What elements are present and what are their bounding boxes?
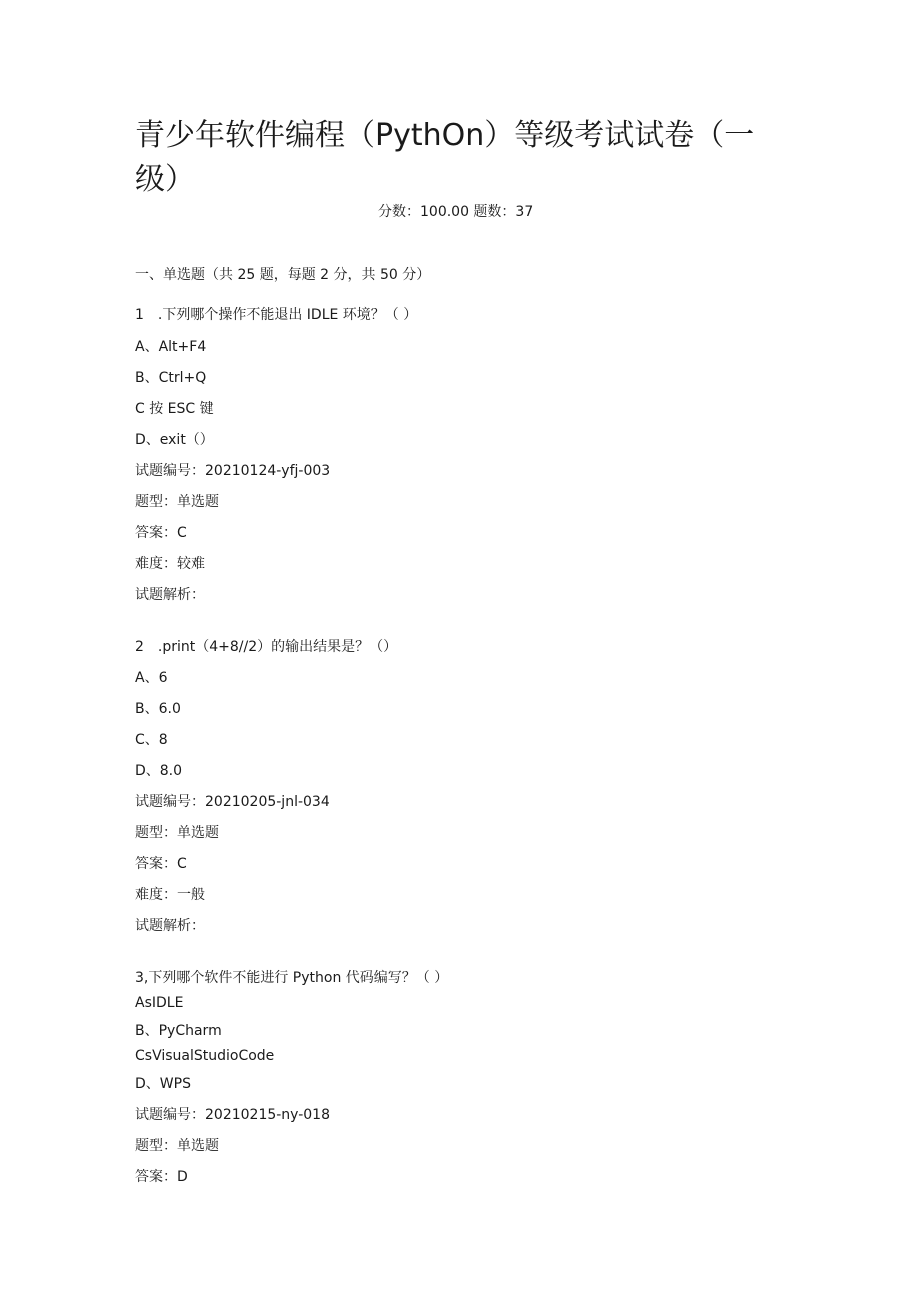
question-2-difficulty: 难度：一般 <box>135 887 205 903</box>
question-2-option-a: A、6 <box>135 670 168 686</box>
question-1-id: 试题编号：20210124-yfj-003 <box>135 463 331 479</box>
question-3-option-a: AsIDLE <box>135 995 184 1011</box>
question-1-type: 题型：单选题 <box>135 494 219 510</box>
question-2-stem: 2 .print（4+8//2）的输出结果是？（） <box>135 639 398 655</box>
question-1-analysis: 试题解析： <box>135 587 205 603</box>
question-3-type: 题型：单选题 <box>135 1138 219 1154</box>
question-2-id: 试题编号：20210205-jnl-034 <box>135 794 330 810</box>
question-2-analysis: 试题解析： <box>135 918 205 934</box>
question-2-option-b: B、6.0 <box>135 701 181 717</box>
question-2-type: 题型：单选题 <box>135 825 219 841</box>
score-and-count: 分数：100.00 题数：37 <box>378 204 534 220</box>
question-3-option-b: B、PyCharm <box>135 1023 222 1039</box>
question-1-option-a: A、Alt+F4 <box>135 339 207 355</box>
document-title: 青少年软件编程（PythOn）等级考试试卷（一级） <box>135 118 755 197</box>
question-3-option-c: CsVisualStudioCode <box>135 1048 275 1064</box>
question-3-stem: 3,下列哪个软件不能进行 Python 代码编写？（ ） <box>135 970 449 986</box>
section-heading: 一、单选题（共 25 题，每题 2 分，共 50 分） <box>135 267 431 283</box>
question-1-answer: 答案：C <box>135 525 187 541</box>
question-3-id: 试题编号：20210215-ny-018 <box>135 1107 330 1123</box>
question-1-difficulty: 难度：较难 <box>135 556 205 572</box>
question-2-answer: 答案：C <box>135 856 187 872</box>
question-2-option-d: D、8.0 <box>135 763 183 779</box>
question-1-option-c: C 按 ESC 键 <box>135 401 214 417</box>
question-1-option-b: B、Ctrl+Q <box>135 370 207 386</box>
question-2-option-c: C、8 <box>135 732 168 748</box>
question-3-answer: 答案：D <box>135 1169 188 1185</box>
question-3-option-d: D、WPS <box>135 1076 191 1092</box>
question-1-option-d: D、exit（） <box>135 432 214 448</box>
question-1-stem: 1 .下列哪个操作不能退出 IDLE 环境？（ ） <box>135 307 418 323</box>
